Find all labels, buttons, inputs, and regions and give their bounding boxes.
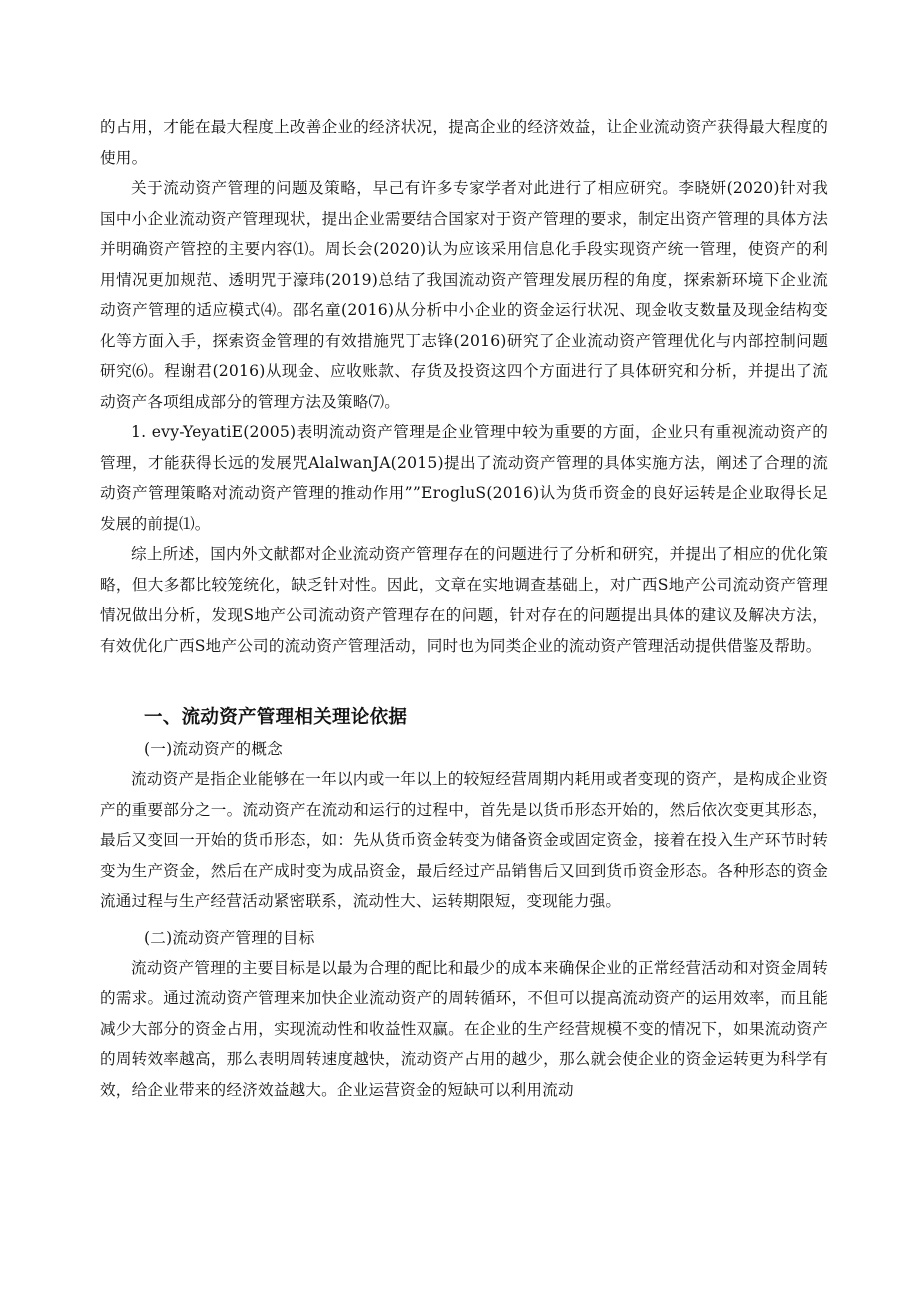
paragraph-intro-continuation: 的占用，才能在最大程度上改善企业的经济状况，提高企业的经济效益，让企业流动资产获得最大程度的使用。 (100, 118, 828, 167)
section-heading-theory: 一、流动资产管理相关理论依据 (144, 707, 408, 728)
document-page (100, 112, 828, 1105)
paragraph-literature-domestic: 关于流动资产管理的问题及策略，早己有许多专家学者对此进行了相应研究。李晓妍(2020)针对我国中小企业流动资产管理现状，提出企业需要结合国家对于资产管理的要求，制定出资产管理的具体方法并明确资产管控的主要内容⑴。周长会(2020)认为应该采用信息化手段实现资产统一管理，使资产的利用情况更加规范、透明咒于濠玮(2019)总结了我国流动资产管理发展历程的角度，探索新环境下企业流动资产管理的适应模式⑷。邵名童(2016)从分析中小企业的资金运行状况、现金收支数量及现金结构变化等方面入手，探索资金管理的有效措施咒丁志锋(2016)研究了企业流动资产管理优化与内部控制问题研究⑹。程谢君(2016)从现金、应收账款、存货及投资这四个方面进行了具体研究和分析，并提出了流动资产各项组成部分的管理方法及策略⑺。 (100, 179, 828, 411)
subsection-heading-concept: (一)流动资产的概念 (144, 740, 283, 758)
paragraph-concept: 流动资产是指企业能够在一年以内或一年以上的较短经营周期内耗用或者变现的资产，是构成企业资产的重要部分之一。流动资产在流动和运行的过程中，首先是以货币形态开始的，然后依次变更其形态，最后又变回一开始的货币形态，如：先从货币资金转变为储备资金或固定资金，接着在投入生产环节时转变为生产资金，然后在产成时变为成品资金，最后经过产品销售后又回到货币资金形态。各种形态的资金流通过程与生产经营活动紧密联系，流动性大、运转期限短，变现能力强。 (100, 770, 828, 910)
paragraph-literature-foreign: 1. evy-YeyatiE(2005)表明流动资产管理是企业管理中较为重要的方面，企业只有重视流动资产的管理，才能获得长远的发展咒AlalwanJA(2015)提出了流动资产管理的具体实施方法，阐述了合理的流动资产管理策略对流动资产管理的推动作用””ErogluS(2016)认为货币资金的良好运转是企业取得长足发展的前提⑴。 (100, 423, 828, 533)
subsection-heading-goal: (二)流动资产管理的目标 (144, 928, 315, 947)
paragraph-literature-summary: 综上所述，国内外文献都对企业流动资产管理存在的问题进行了分析和研究，并提出了相应的优化策略，但大多都比较笼统化，缺乏针对性。因此，文章在实地调查基础上，对广西S地产公司流动资产管理情况做出分析，发现S地产公司流动资产管理存在的问题，针对存在的问题提出具体的建议及解决方法，有效优化广西S地产公司的流动资产管理活动，同时也为同类企业的流动资产管理活动提供借鉴及帮助。 (100, 545, 828, 655)
paragraph-goal: 流动资产管理的主要目标是以最为合理的配比和最少的成本来确保企业的正常经营活动和对资金周转的需求。通过流动资产管理来加快企业流动资产的周转循环，不但可以提高流动资产的运用效率，而且能减少大部分的资金占用，实现流动性和收益性双赢。在企业的生产经营规模不变的情况下，如果流动资产的周转效率越高，那么表明周转速度越快，流动资产占用的越少，那么就会使企业的资金运转更为科学有效，给企业带来的经济效益越大。企业运营资金的短缺可以利用流动 (100, 958, 828, 1099)
